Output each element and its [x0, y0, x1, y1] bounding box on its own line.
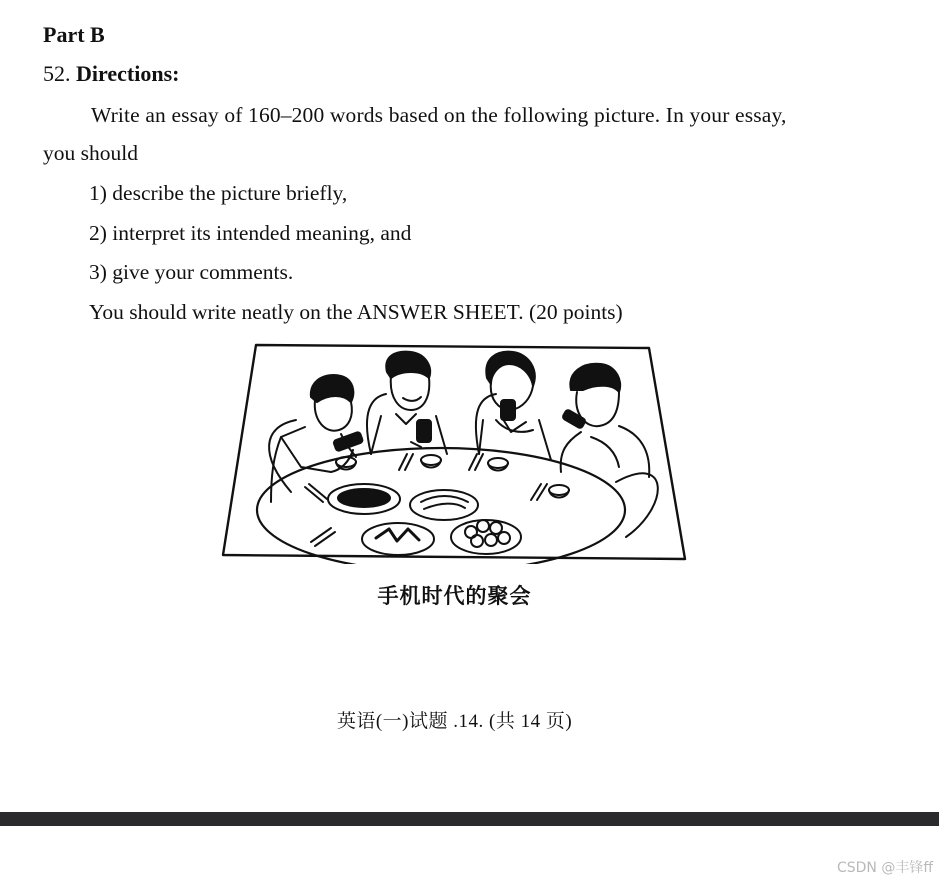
directions-colon: : [172, 61, 180, 86]
viewer-bottom-bar [0, 812, 939, 826]
dish-1 [328, 484, 400, 514]
chair-back-2 [367, 394, 386, 454]
picture-caption: 手机时代的聚会 [377, 584, 532, 608]
person-2 [371, 352, 447, 454]
directions-title: Directions [76, 61, 173, 86]
instruction-line-1: Write an essay of 160–200 words based on the following picture. In your essay, [91, 103, 787, 127]
person-4 [561, 364, 650, 477]
chopsticks-2 [399, 454, 413, 470]
chair-back-4 [616, 473, 658, 537]
chopsticks-1 [305, 484, 327, 502]
section-heading: Part B [43, 22, 105, 47]
person-3 [479, 352, 551, 460]
cartoon-illustration [221, 342, 687, 564]
page-footer: 英语(一)试题 .14. (共 14 页) [336, 711, 573, 732]
chair-back-1 [269, 420, 296, 492]
bottom-strip [0, 826, 939, 883]
round-table [257, 448, 625, 564]
task-item-3: 3) give your comments. [89, 260, 294, 284]
watermark-text: CSDN @丰锋ff [836, 860, 933, 876]
dish-4 [451, 520, 521, 554]
question-number: 52. [43, 61, 71, 86]
task-item-2: 2) interpret its intended meaning, and [89, 221, 412, 245]
answer-sheet-note: You should write neatly on the ANSWER SHEET. (20 points) [89, 300, 623, 324]
instruction-line-2: you should [43, 141, 138, 165]
bowl-3 [488, 458, 508, 471]
task-item-1: 1) describe the picture briefly, [89, 181, 348, 205]
chopsticks-3 [469, 454, 483, 470]
bowl-2 [421, 455, 441, 468]
chair-back-3 [476, 394, 496, 454]
dish-3 [362, 523, 434, 555]
bowl-4 [549, 485, 569, 498]
dish-2 [410, 490, 478, 520]
chopsticks-5 [311, 528, 335, 546]
question-header [43, 61, 179, 87]
chopsticks-4 [531, 484, 547, 500]
